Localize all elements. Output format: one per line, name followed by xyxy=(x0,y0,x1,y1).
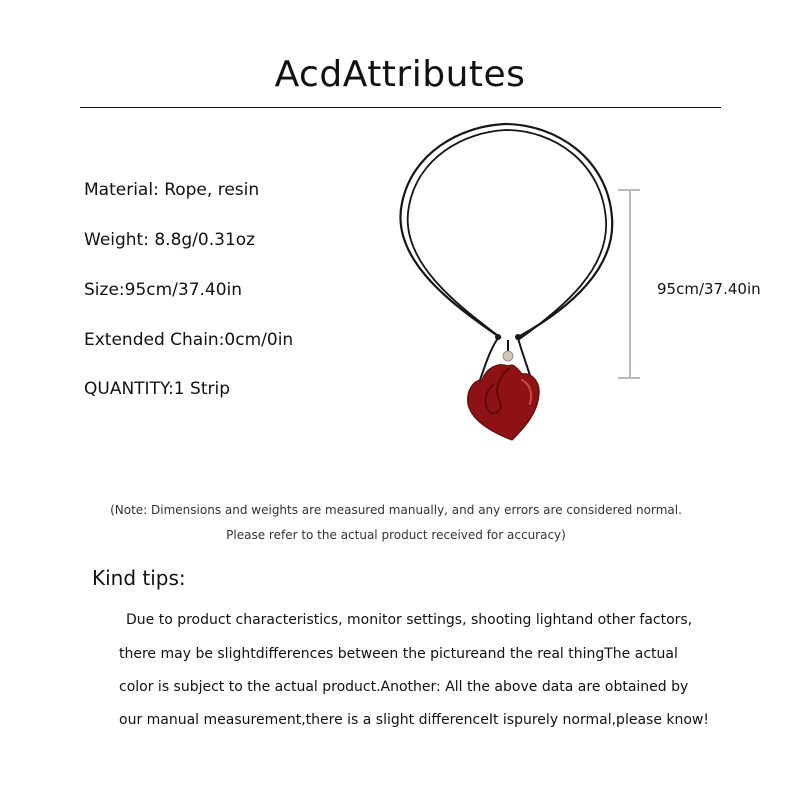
attribute-weight: Weight: 8.8g/0.31oz xyxy=(84,230,256,250)
note-line-2: Please refer to the actual product received for accuracy) xyxy=(226,528,566,542)
metal-bead xyxy=(503,351,513,361)
kind-tips-line-4: our manual measurement,there is a slight differenceIt ispurely normal,please know! xyxy=(119,712,709,728)
attribute-quantity: QUANTITY:1 Strip xyxy=(84,379,230,399)
attribute-extended-chain: Extended Chain:0cm/0in xyxy=(84,330,294,350)
rope-strand-outer xyxy=(400,124,612,336)
dimension-label: 95cm/37.40in xyxy=(657,280,761,298)
kind-tips-line-1: Due to product characteristics, monitor settings, shooting lightand other factors, xyxy=(126,612,693,628)
attribute-material: Material: Rope, resin xyxy=(84,180,260,200)
heart-pendant xyxy=(468,365,539,440)
rope-strand-inner xyxy=(408,130,607,340)
kind-tips-line-3: color is subject to the actual product.Another: All the above data are obtained by xyxy=(119,679,689,695)
attribute-size: Size:95cm/37.40in xyxy=(84,280,243,300)
title-divider xyxy=(80,107,721,108)
kind-tips-heading: Kind tips: xyxy=(92,566,186,590)
page-title: AcdAttributes xyxy=(274,54,526,95)
kind-tips-line-2: there may be slightdifferences between the pictureand the real thingThe actual xyxy=(119,646,678,662)
note-line-1: (Note: Dimensions and weights are measured manually, and any errors are considered normal. xyxy=(110,503,682,517)
necklace-product-image xyxy=(390,118,640,458)
